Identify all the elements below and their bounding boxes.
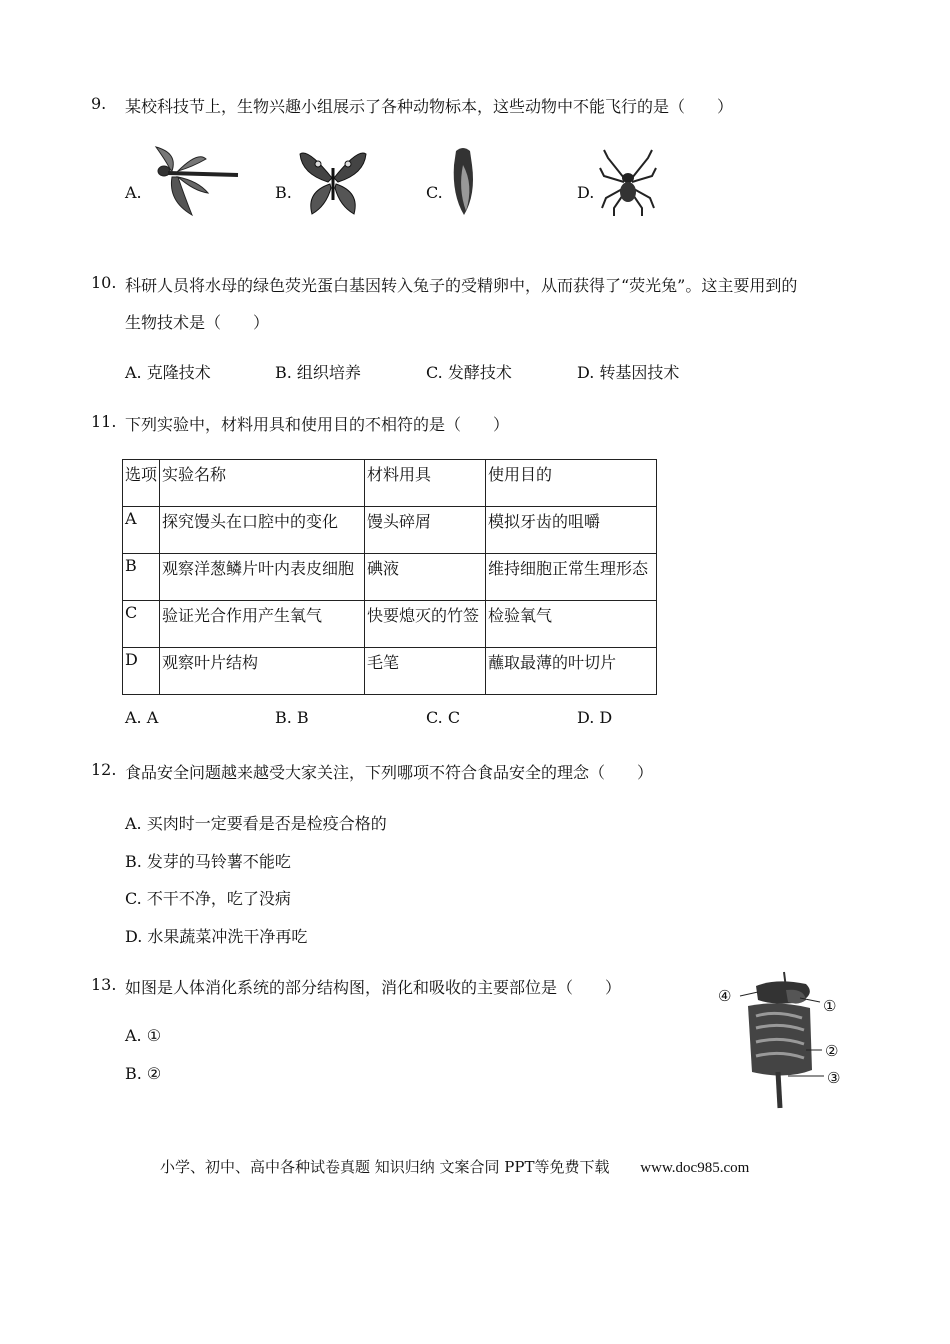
table-cell: 馒头碎屑 bbox=[365, 507, 486, 554]
q13-option-b: B. ② bbox=[125, 1064, 162, 1083]
dragonfly-icon bbox=[148, 145, 240, 217]
figure-label-3: ③ bbox=[827, 1069, 841, 1087]
question-11-number: 11. bbox=[91, 412, 117, 431]
question-11-text: 下列实验中，材料用具和使用目的不相符的是（ ） bbox=[125, 415, 510, 434]
table-cell: 观察叶片结构 bbox=[160, 648, 365, 695]
q9-option-a-label: A. bbox=[125, 183, 142, 202]
question-13-number: 13. bbox=[91, 975, 117, 994]
q9-option-c-label: C. bbox=[426, 183, 443, 202]
table-cell: 检验氧气 bbox=[486, 601, 657, 648]
q11-option-d: D. D bbox=[577, 708, 613, 727]
q10-option-c: C. 发酵技术 bbox=[426, 363, 512, 382]
q10-option-a: A. 克隆技术 bbox=[125, 363, 211, 382]
table-row bbox=[123, 554, 657, 601]
table-header-cell: 使用目的 bbox=[486, 460, 657, 507]
q9-option-b-label: B. bbox=[275, 183, 292, 202]
figure-label-2: ② bbox=[825, 1042, 839, 1060]
table-header-cell: 选项 bbox=[123, 460, 160, 507]
table-cell: 探究馒头在口腔中的变化 bbox=[160, 507, 365, 554]
table-header-cell: 材料用具 bbox=[365, 460, 486, 507]
q13-option-a: A. ① bbox=[125, 1026, 162, 1045]
table-header-row bbox=[123, 460, 657, 507]
spider-icon bbox=[598, 148, 658, 216]
footer-site-link[interactable]: www.doc985.com bbox=[640, 1160, 750, 1176]
table-row bbox=[123, 648, 657, 695]
footer-text: 小学、初中、高中各种试卷真题 知识归纳 文案合同 PPT等免费下载 bbox=[160, 1158, 610, 1176]
q11-option-b: B. B bbox=[275, 708, 309, 727]
q12-option-c: C. 不干不净，吃了没病 bbox=[125, 889, 291, 908]
butterfly-icon bbox=[298, 148, 368, 216]
q12-option-d: D. 水果蔬菜冲洗干净再吃 bbox=[125, 927, 308, 946]
table-cell: 蘸取最薄的叶切片 bbox=[486, 648, 657, 695]
question-10-text-line2: 生物技术是（ ） bbox=[125, 313, 270, 332]
question-9-number: 9. bbox=[91, 94, 107, 113]
q10-option-b: B. 组织培养 bbox=[275, 363, 361, 382]
q9-option-d-label: D. bbox=[577, 183, 595, 202]
table-cell: A bbox=[123, 507, 160, 554]
question-10-text-line1: 科研人员将水母的绿色荧光蛋白基因转入兔子的受精卵中，从而获得了“荧光兔”。这主要用到的 bbox=[125, 276, 798, 295]
table-cell: 验证光合作用产生氧气 bbox=[160, 601, 365, 648]
table-cell: 毛笔 bbox=[365, 648, 486, 695]
q12-option-a: A. 买肉时一定要看是否是检疫合格的 bbox=[125, 814, 387, 833]
table-cell: 维持细胞正常生理形态 bbox=[486, 554, 657, 601]
question-12-number: 12. bbox=[91, 760, 117, 779]
experiment-table bbox=[122, 459, 657, 695]
q11-option-c: C. C bbox=[426, 708, 461, 727]
q12-option-b: B. 发芽的马铃薯不能吃 bbox=[125, 852, 291, 871]
table-cell: B bbox=[123, 554, 160, 601]
question-9-text: 某校科技节上，生物兴趣小组展示了各种动物标本，这些动物中不能飞行的是（ ） bbox=[125, 97, 734, 116]
table-cell: 模拟牙齿的咀嚼 bbox=[486, 507, 657, 554]
page-footer bbox=[160, 1156, 749, 1177]
question-10-number: 10. bbox=[91, 273, 117, 292]
table-row bbox=[123, 507, 657, 554]
table-header-cell: 实验名称 bbox=[160, 460, 365, 507]
table-cell: 观察洋葱鳞片叶内表皮细胞 bbox=[160, 554, 365, 601]
figure-label-1: ① bbox=[823, 997, 837, 1015]
q10-option-d: D. 转基因技术 bbox=[577, 363, 680, 382]
cicada-icon bbox=[448, 145, 478, 217]
figure-label-4: ④ bbox=[718, 987, 732, 1005]
q11-option-a: A. A bbox=[125, 708, 159, 727]
question-13-text: 如图是人体消化系统的部分结构图，消化和吸收的主要部位是（ ） bbox=[125, 978, 622, 997]
table-cell: D bbox=[123, 648, 160, 695]
table-row bbox=[123, 601, 657, 648]
question-12-text: 食品安全问题越来越受大家关注，下列哪项不符合食品安全的理念（ ） bbox=[125, 763, 654, 782]
table-cell: C bbox=[123, 601, 160, 648]
table-cell: 碘液 bbox=[365, 554, 486, 601]
table-cell: 快要熄灭的竹签 bbox=[365, 601, 486, 648]
